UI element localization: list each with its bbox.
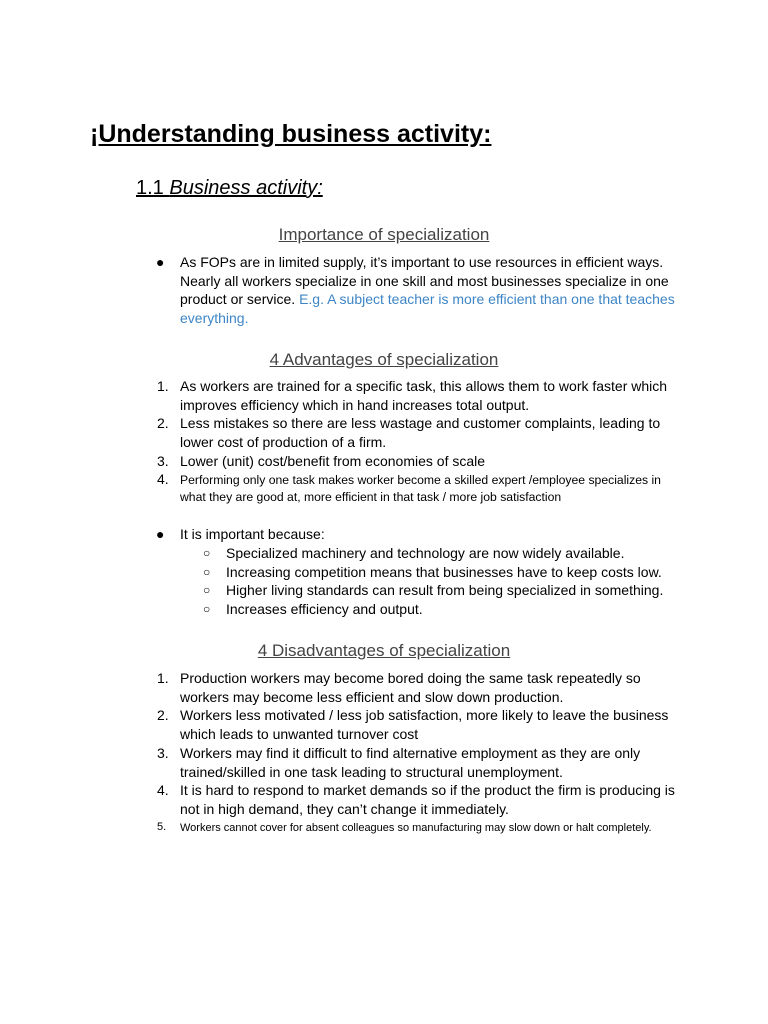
sub-list-item bbox=[203, 563, 696, 582]
list-item-text: Workers cannot cover for absent colleagues so manufacturing may slow down or halt completely. bbox=[180, 821, 652, 834]
section-title bbox=[136, 174, 323, 202]
importance-list bbox=[156, 253, 680, 328]
advantages-list bbox=[157, 377, 680, 507]
importance-text: As FOPs are in limited supply, it’s important to use resources in efficient ways. Nearly all workers specialize in one skill and most businesses specialize in one product or service. bbox=[180, 254, 669, 308]
list-number: 4. bbox=[157, 782, 169, 799]
disadvantages-heading: 4 Disadvantages of specialization bbox=[257, 641, 511, 660]
list-item-text: As workers are trained for a specific task, this allows them to work faster which improves efficiency which in hand increases total output. bbox=[180, 378, 668, 413]
list-number: 2. bbox=[157, 707, 169, 724]
document-title: ¡Understanding business activity: bbox=[90, 120, 492, 148]
bullet-marker: ● bbox=[156, 254, 165, 270]
circle-bullet-marker: ○ bbox=[203, 602, 211, 617]
list-item bbox=[157, 414, 680, 451]
list-item-text: Performing only one task makes worker become a skilled expert /employee specializes in what they are good at, more efficient in that task / more job satisfaction bbox=[180, 472, 661, 505]
list-item bbox=[157, 819, 700, 836]
list-item-text: It is important because: bbox=[180, 526, 325, 542]
list-item bbox=[157, 377, 680, 414]
sub-list-item bbox=[203, 544, 696, 563]
list-item bbox=[156, 253, 680, 328]
important-sublist bbox=[203, 544, 696, 619]
advantages-heading: 4 Advantages of specialization bbox=[269, 350, 499, 369]
bullet-marker: ● bbox=[156, 526, 165, 542]
list-number: 3. bbox=[157, 744, 169, 761]
section-number: 1.1 bbox=[136, 177, 170, 199]
list-item bbox=[157, 452, 680, 471]
list-number: 4. bbox=[157, 470, 169, 487]
list-item bbox=[157, 781, 680, 818]
circle-bullet-marker: ○ bbox=[203, 583, 211, 598]
list-number: 5. bbox=[157, 820, 167, 833]
sub-list-item bbox=[203, 600, 696, 619]
list-item-text: Less mistakes so there are less wastage and customer complaints, leading to lower cost of production of a firm. bbox=[180, 415, 661, 451]
sub-list-item-text: Increasing competition means that businesses have to keep costs low. bbox=[226, 563, 662, 580]
list-item-text: Workers may find it difficult to find alternative employment as they are only trained/skilled in one task leading to structural unemployment. bbox=[180, 744, 641, 780]
sub-list-item-text: Specialized machinery and technology are now widely available. bbox=[226, 545, 625, 561]
section-name: Business activity: bbox=[169, 177, 323, 199]
important-list bbox=[156, 525, 680, 544]
list-item-text: Production workers may become bored doing the same task repeatedly so workers may become less efficient and slow down production. bbox=[180, 670, 641, 705]
circle-bullet-marker: ○ bbox=[203, 564, 211, 579]
list-item bbox=[157, 470, 680, 507]
list-item bbox=[157, 744, 680, 781]
list-number: 1. bbox=[157, 378, 169, 394]
importance-heading: Importance of specialization bbox=[278, 225, 490, 244]
sub-list-item bbox=[203, 581, 696, 600]
list-item-text: It is hard to respond to market demands so if the product the firm is producing is not in high demand, they can’t change it immediately. bbox=[180, 782, 675, 817]
list-item bbox=[156, 525, 680, 544]
list-item-text: Workers less motivated / less job satisfaction, more likely to leave the business which leads to unwanted turnover cost bbox=[180, 707, 669, 743]
list-number: 2. bbox=[157, 415, 169, 432]
sub-list-item-text: Higher living standards can result from being specialized in something. bbox=[226, 582, 664, 599]
importance-example: E.g. A subject teacher is more efficient than one that teaches everything. bbox=[180, 291, 675, 327]
list-item bbox=[157, 669, 680, 706]
list-item-text: Lower (unit) cost/benefit from economies of scale bbox=[180, 452, 486, 469]
circle-bullet-marker: ○ bbox=[203, 546, 211, 560]
disadvantages-list bbox=[157, 669, 680, 836]
list-number: 1. bbox=[157, 670, 169, 686]
sub-list-item-text: Increases efficiency and output. bbox=[226, 601, 423, 618]
list-number: 3. bbox=[157, 452, 169, 469]
list-item bbox=[157, 706, 680, 743]
